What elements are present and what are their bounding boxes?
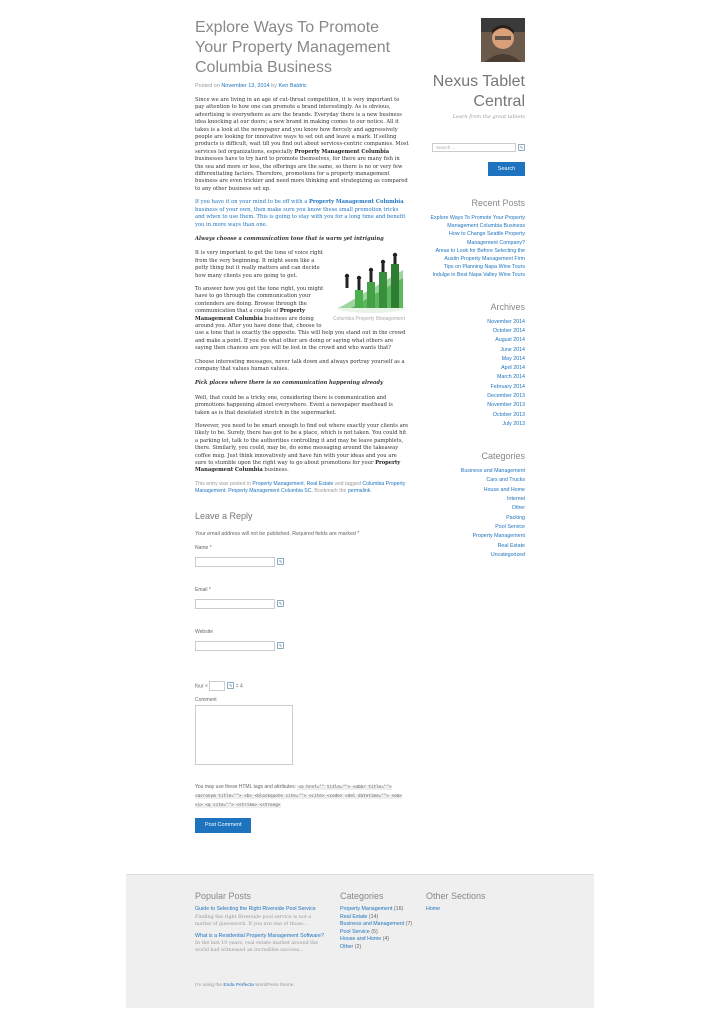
email-input[interactable] xyxy=(195,599,275,609)
pencil-icon: ✎ xyxy=(278,559,283,565)
recent-post-link[interactable]: Indulge in Best Napa Valley Wine Tours xyxy=(432,272,525,279)
archive-link[interactable]: August 2014 xyxy=(495,337,525,344)
post-body xyxy=(195,97,409,475)
category-link[interactable]: Packing xyxy=(506,514,525,521)
pencil-icon: ✎ xyxy=(278,601,283,607)
popular-posts-title: Popular Posts xyxy=(195,891,252,901)
other-sections-widget xyxy=(426,891,526,914)
archive-link[interactable]: July 2013 xyxy=(502,420,525,427)
paragraph: It is very important to get the tone of voice right from the very beginning. It might seem like a petty thing but it really matters and can decide how many clients you are going to get. xyxy=(195,250,323,279)
archives-list xyxy=(425,318,525,430)
archive-link[interactable]: November 2014 xyxy=(487,318,525,325)
pencil-icon: ✎ xyxy=(519,145,524,151)
post-author-link[interactable]: Ken Baldric xyxy=(278,83,307,89)
footer-category[interactable]: Property Management (16) xyxy=(340,906,404,912)
popular-post-link[interactable]: Guide to Selecting the Right Riverside Pool Service xyxy=(195,906,316,912)
archive-link[interactable]: December 2013 xyxy=(487,393,525,399)
paragraph: Choose interesting messages, never talk down and always portray yourself as a company that values human values. xyxy=(195,358,405,372)
paragraph: Since we are living in an age of cut-throat competition, it is very important to pay attention to how one can promote a brand interestingly. As is obvious, advertising is everywhere as are the brands. Everyday there is a new business idea knocking at our doors; a new brand in making comes to our notice. All it takes is a look at the newspaper and you know how fiercely and aggressively people are looking for innovative ways to set out and leave a mark. If selling products is difficult, wait till you find out about services-centric companies. Most services led organizations, especially Property Management Columbia businesses have to try hard to promote themselves, for there are many fish in the sea and more or less, the offerings are the same, so there is no or very few differentiating factors. Therefore, promotions for a property management business are even trickier and need more thinking and strategizing as compared to any other business set up. xyxy=(195,97,409,192)
email-label: Email * xyxy=(195,586,211,593)
paragraph: Well, that could be a tricky one, considering there is communication and promotions happening almost everywhere. Event a newspaper masthead is taken as is that desolated stretch in the supermarket. xyxy=(195,394,393,416)
footer-category[interactable]: Business and Management (7) xyxy=(340,921,413,927)
category-link[interactable]: Internet xyxy=(507,496,525,503)
footer-category[interactable]: Real Estate (14) xyxy=(340,913,379,920)
figure-caption: Columbia Property Management xyxy=(333,316,405,323)
post-title[interactable]: Explore Ways To Promote Your Property Management Columbia Business xyxy=(195,19,391,76)
recent-posts-title: Recent Posts xyxy=(471,198,525,208)
archives-title: Archives xyxy=(490,301,525,312)
categories-title: Categories xyxy=(481,451,525,462)
category-link[interactable]: Property Management xyxy=(252,480,304,487)
search-widget xyxy=(425,139,525,176)
figure xyxy=(333,250,409,323)
popular-posts-widget xyxy=(195,891,325,959)
archive-link[interactable]: March 2014 xyxy=(497,374,525,381)
search-input[interactable]: Search ... xyxy=(432,143,516,152)
recent-post-link[interactable]: Areas to Look for Before Selecting the Austin Property Management Firm xyxy=(435,247,525,263)
name-input[interactable] xyxy=(195,557,275,567)
website-input[interactable] xyxy=(195,641,275,651)
popular-post-excerpt: Finding the right Riverside pool service is not a matter of guesswork. If you are one of those... xyxy=(195,914,312,927)
archive-link[interactable]: October 2013 xyxy=(492,411,525,418)
site-footer xyxy=(126,874,594,1008)
website-label: Website xyxy=(195,628,213,635)
category-link[interactable]: House and Home xyxy=(483,486,525,493)
categories-list xyxy=(425,467,525,560)
other-sections-title: Other Sections xyxy=(426,891,486,901)
popular-post-excerpt: In the last 10 years, real estate market around the world had witnessed an incredible success... xyxy=(195,941,319,953)
post-date-link[interactable]: November 13, 2014 xyxy=(221,83,270,89)
recent-post-link[interactable]: Explore Ways To Promote Your Property Management Columbia Business xyxy=(430,215,525,230)
archive-link[interactable]: May 2014 xyxy=(501,355,525,362)
theme-credit: I'm using the Enda Perfecta WordPress theme. xyxy=(195,983,295,988)
captcha-input[interactable] xyxy=(209,681,225,691)
site-tagline: Learn from the great tablets xyxy=(452,114,525,120)
reply-title: Leave a Reply xyxy=(195,510,253,521)
footer-category[interactable]: Other (2) xyxy=(340,943,362,950)
business-growth-chart-image xyxy=(333,250,407,316)
footer-category[interactable]: House and Home (4) xyxy=(340,936,390,942)
allowed-tags: You may use these HTML tags and attributes: <a href="" title=""> <abbr title=""> <acronym title=""> <b> <blockquote cite=""> <cite> <code> <del datetime=""> <em> <i> <q cite=""> <strike> <strong> xyxy=(195,783,402,808)
sidebar xyxy=(425,18,525,560)
category-link[interactable]: Other xyxy=(511,505,525,512)
archive-link[interactable]: April 2014 xyxy=(501,365,525,372)
footer-categories-title: Categories xyxy=(340,891,384,901)
footer-category[interactable]: Pool Service (5) xyxy=(340,928,378,935)
comment-label: Comment xyxy=(195,696,217,703)
tag-link[interactable]: Columbia Property Management xyxy=(195,480,406,494)
category-link[interactable]: Business and Management xyxy=(460,468,525,475)
archive-link[interactable]: June 2014 xyxy=(500,346,525,353)
theme-link[interactable]: Enda Perfecta xyxy=(223,983,254,988)
main-content xyxy=(195,18,409,833)
category-link[interactable]: Real Estate xyxy=(306,480,334,487)
recent-post-link[interactable]: Tips on Planning Napa Wine Tours xyxy=(443,264,525,271)
recent-post-link[interactable]: How to Change Seattle Property Management Company? xyxy=(449,231,525,246)
tag-link[interactable]: Property Management Columbia SC xyxy=(228,487,312,494)
category-link[interactable]: Pool Service xyxy=(495,523,525,530)
recent-posts-list xyxy=(425,214,525,280)
popular-post-link[interactable]: What is a Residential Property Management Software? xyxy=(195,932,324,939)
category-link[interactable]: Property Management xyxy=(472,533,525,540)
subheading: Always choose a communication tone that is warm yet intriguing xyxy=(195,235,384,242)
paragraph: To answer how you get the tone right, you might have to go through the communication your contenders are doing. Browse through the communication that a couple of Property Management Columbia business are doing around you. After you have done that, choose to use a tone that is exactly the opposite. This will help you stand out in the crowd and make a point. If you do what other are doing or saying what others are saying then chances are you will be lost in the crowd and who wants that? xyxy=(195,285,406,352)
footer-categories-widget xyxy=(340,891,415,951)
comment-textarea[interactable] xyxy=(195,705,293,765)
paragraph: However, you need to be smart enough to find out where exactly your clients are likely to be. Surely, there has got to be a place, which is not taken. You could hit a parking lot, talk to the authorities controlling it and may be leave pamphlets, there. Similarly, you could, may be, do some messaging around the takeaway coffee mug. Just think innovatively and have fun with your ideas and you are sure to stumble upon the right way to go about promotions for your Property Management Columbia business. xyxy=(195,423,409,474)
pencil-icon: ✎ xyxy=(229,683,233,689)
site-title[interactable]: Nexus Tablet Central xyxy=(432,73,525,110)
archive-link[interactable]: February 2014 xyxy=(490,383,525,390)
captcha: four × ✎ = 4 xyxy=(195,681,409,691)
search-button[interactable]: Search xyxy=(488,162,525,176)
reply-form xyxy=(195,511,409,833)
category-link[interactable]: Real Estate xyxy=(497,542,525,549)
pencil-icon: ✎ xyxy=(278,643,283,649)
home-link[interactable]: Home xyxy=(426,906,441,912)
archive-link[interactable]: November 2013 xyxy=(487,402,525,409)
archive-link[interactable]: October 2014 xyxy=(492,327,525,334)
subheading: Pick places where there is no communication happening already xyxy=(195,380,384,387)
avatar[interactable] xyxy=(481,18,525,62)
post-comment-button[interactable]: Post Comment xyxy=(195,818,251,833)
entry-footer: This entry was posted in Property Management, Real Estate and tagged Columbia Property Management, Property Management Columbia SC. Bookmark the permalink. xyxy=(195,480,406,494)
reply-note: Your email address will not be published. Required fields are marked * xyxy=(195,530,360,537)
highlight-paragraph: If you have it on your mind to be off with a Property Management Columbia business of your own, then make sure you know these small promotion tricks and when to use them. This is going to stay with you for a long time and benefit you in more ways than one. xyxy=(195,199,406,228)
permalink[interactable]: permalink xyxy=(347,487,371,494)
category-link[interactable]: Uncategorized xyxy=(490,551,525,558)
post-meta: Posted on November 13, 2014 by Ken Baldric xyxy=(195,83,307,89)
name-label: Name * xyxy=(195,544,212,551)
category-link[interactable]: Cars and Trucks xyxy=(486,477,525,484)
